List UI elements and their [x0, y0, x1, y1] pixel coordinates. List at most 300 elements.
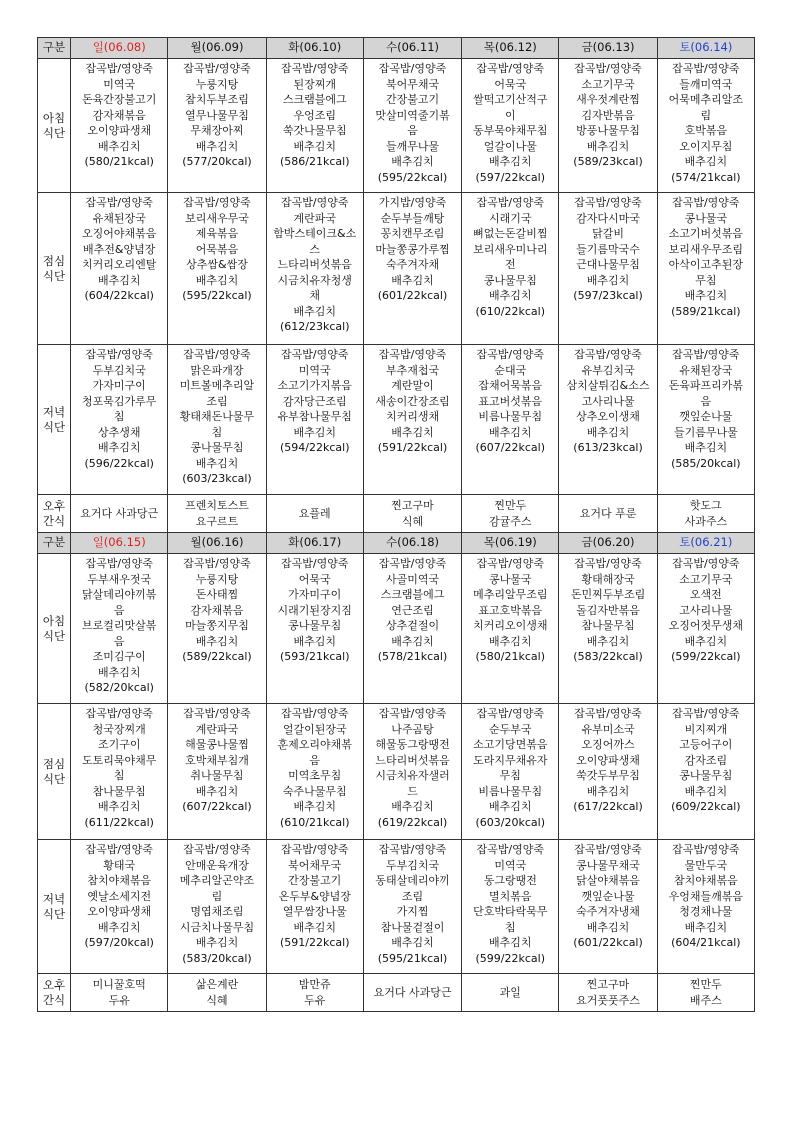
menu-item: 배추김치: [489, 155, 532, 168]
menu-item: 유채된장국: [92, 211, 146, 225]
week1-dinner-day-1: [168, 345, 266, 495]
menu-item: 무침: [695, 273, 717, 287]
menu-item: 배추김치: [684, 289, 728, 302]
menu-item: 두유: [108, 993, 130, 1007]
breakfast-label-cell: [38, 59, 71, 193]
menu-item: 배추김치: [684, 920, 728, 934]
menu-item: 잡곡밥/영양죽: [85, 196, 153, 209]
menu-item: (610/22kcal): [475, 304, 546, 318]
menu-item: 새송이간장조림: [375, 394, 450, 408]
menu-item: 오징어야채볶음: [82, 227, 157, 240]
menu-item: 음: [407, 124, 418, 137]
menu-item: 시래기된장지짐: [277, 603, 352, 617]
menu-item: 유부참나물무침: [277, 410, 352, 423]
menu-item: 오색전: [689, 588, 722, 601]
menu-item: 잡곡밥/영양죽: [281, 348, 349, 361]
menu-item: 제육볶음: [195, 227, 239, 240]
menu-item: 잡곡밥/영양죽: [672, 707, 740, 720]
menu-item: 시래기국: [489, 211, 532, 225]
dinner-label-cell: [38, 840, 71, 974]
menu-item: 보리새우미나리: [473, 242, 548, 256]
menu-item: 시금치유자샐러: [375, 769, 450, 782]
week1-day-0: 일(06.08): [71, 38, 168, 59]
menu-item: 잡곡밥/영양죽: [378, 707, 447, 720]
menu-item: 잡곡밥/영양죽: [574, 557, 642, 570]
week1-dinner-day-6: [657, 345, 754, 495]
menu-item: 두부김치국: [385, 858, 440, 872]
menu-item: 소고기버섯볶음: [668, 227, 744, 240]
menu-item: 침: [113, 769, 125, 782]
week2-breakfast-day-4: [462, 554, 559, 704]
lunch-label-cell: [38, 193, 71, 345]
menu-item: 이: [504, 108, 516, 122]
menu-item: 맑은파개장: [190, 363, 244, 377]
menu-item: 배추김치: [391, 936, 434, 949]
menu-item: 소고기가지볶음: [277, 379, 352, 392]
week1-dinner-day-3: [363, 345, 461, 495]
week2-snack-day-5: [559, 974, 657, 1012]
meal-label-line: 오후: [42, 977, 66, 992]
meal-label-line: 점심: [42, 756, 66, 771]
menu-item: 잡곡밥/영양죽: [85, 707, 153, 720]
week1-breakfast-day-4: [462, 59, 559, 193]
menu-item: 방풍나물무침: [576, 124, 640, 137]
week2-lunch-day-0: [71, 704, 168, 840]
menu-item: 어묵국: [494, 77, 527, 91]
week1-dinner-row: [38, 345, 755, 495]
menu-item: 삶은계란: [195, 978, 239, 991]
menu-item: 식혜: [401, 514, 424, 528]
menu-item: 찐고구마: [391, 499, 434, 512]
menu-item: 상추쌈&쌈장: [186, 258, 248, 271]
menu-item: 배추김치: [97, 800, 141, 813]
meal-label-line: 점심: [42, 253, 66, 268]
menu-item: 밤만쥬: [298, 978, 331, 991]
menu-item: 핫도그: [689, 499, 722, 512]
menu-item: 비지찌개: [684, 722, 728, 736]
menu-item: 배추김치: [195, 784, 239, 798]
menu-item: 멸치볶음: [489, 889, 532, 903]
menu-item: 사과주스: [684, 514, 728, 528]
menu-item: 림: [700, 108, 712, 122]
menu-item: 잡곡밥/영양죽: [574, 843, 642, 856]
menu-item: (611/22kcal): [84, 815, 154, 829]
menu-item: 메추리알무조림: [473, 588, 548, 601]
menu-item: 브로컬리맛살볶: [82, 619, 157, 632]
week1-breakfast-day-6: [657, 59, 754, 193]
menu-item: 참치야채볶음: [87, 874, 152, 887]
menu-item: 새우젓계란찜: [576, 93, 640, 106]
week2-snack-day-2: [266, 974, 363, 1012]
meal-label-line: 식단: [42, 268, 66, 283]
menu-item: 잡곡밥/영양죽: [672, 196, 740, 209]
menu-item: 콩나물국: [489, 572, 532, 586]
week1-breakfast-day-3: [363, 59, 461, 193]
meal-label-line: 식단: [42, 628, 66, 643]
menu-item: 잡곡밥/영양죽: [85, 557, 153, 570]
week2-day-4: 목(06.19): [462, 533, 559, 554]
menu-item: 물만두국: [684, 858, 728, 872]
menu-item: 미역국: [103, 77, 136, 91]
menu-item: 잡곡밥/영양죽: [281, 557, 349, 570]
menu-item: 순두부국: [489, 722, 532, 736]
menu-item: 어묵볶음: [195, 242, 239, 256]
menu-item: 황태채돈나물무: [179, 410, 255, 423]
week1-snack-row: [38, 495, 755, 533]
menu-item: 배추김치: [391, 155, 434, 168]
week2-breakfast-day-1: [168, 554, 266, 704]
menu-item: 프렌치토스트: [185, 499, 249, 512]
menu-item: 침: [211, 425, 223, 439]
menu-item: (604/22kcal): [84, 289, 154, 302]
snack-label-cell: [38, 974, 71, 1012]
menu-item: 배추전&양념장: [83, 242, 156, 256]
menu-item: 돈사태찜: [195, 588, 239, 601]
menu-item: 잡곡밥/영양죽: [85, 843, 153, 856]
menu-item: 들깨미역국: [679, 77, 733, 91]
menu-item: (607/22kcal): [182, 800, 252, 813]
menu-item: 잡곡밥/영양죽: [672, 557, 740, 570]
week1-lunch-day-3: [363, 193, 461, 345]
menu-item: 쌀떡고기산적구: [473, 93, 548, 106]
lunch-label-cell: [38, 704, 71, 840]
week1-snack-day-2: [266, 495, 363, 533]
menu-item: 두부새우젓국: [87, 572, 152, 586]
menu-item: 비름나물무침: [478, 410, 543, 423]
menu-item: (595/21kcal): [377, 951, 448, 965]
week1-snack-day-6: [657, 495, 754, 533]
header-label-cell: 구분: [38, 38, 71, 59]
menu-item: 조림: [401, 889, 424, 903]
menu-item: 배추김치: [97, 441, 141, 454]
menu-item: 숙주겨자채: [385, 258, 440, 271]
menu-item: 조기구이: [97, 738, 141, 751]
week1-day-4: 목(06.12): [462, 38, 559, 59]
header-label-cell: 구분: [38, 533, 71, 554]
menu-item: 된장찌개: [293, 77, 336, 91]
menu-item: 어묵국: [298, 572, 331, 586]
menu-item: 침: [504, 920, 516, 934]
menu-item: 얼갈이나물: [483, 139, 537, 153]
menu-item: 유채된장국: [679, 363, 733, 377]
menu-item: (591/22kcal): [377, 441, 448, 454]
menu-item: (585/20kcal): [671, 456, 741, 470]
week2-dinner-day-5: [559, 840, 657, 974]
menu-item: 배추김치: [489, 800, 532, 813]
menu-item: 잡곡밥/영양죽: [183, 196, 251, 209]
menu-item: 상추오이생채: [576, 410, 640, 423]
menu-item: 동부묵야채무침: [473, 124, 548, 137]
menu-item: 도토리묵야채무: [82, 753, 157, 767]
menu-item: 청국장찌개: [92, 722, 146, 736]
week2-snack-day-6: [657, 974, 754, 1012]
menu-item: 청포묵김가루무: [82, 394, 157, 408]
menu-item: 열무나물무침: [185, 108, 249, 122]
menu-item: 배추김치: [586, 784, 630, 798]
week2-snack-day-0: [71, 974, 168, 1012]
meal-label-line: 저녁: [42, 404, 66, 419]
menu-item: 호박볶음: [684, 124, 728, 137]
menu-item: 삼치살튀김&소스: [566, 379, 650, 392]
menu-item: (603/20kcal): [475, 815, 546, 829]
menu-item: 배추김치: [684, 441, 728, 454]
menu-item: 간장불고기: [288, 874, 342, 887]
menu-item: 돈민찌두부조림: [570, 588, 646, 601]
menu-item: 아삭이고추된장: [668, 258, 744, 271]
menu-item: 나주곰탕: [391, 722, 434, 736]
menu-item: 미역국: [494, 858, 527, 872]
menu-item: 배추김치: [293, 139, 336, 153]
menu-item: 부추재첩국: [385, 363, 440, 377]
week2-dinner-day-2: [266, 840, 363, 974]
menu-item: (619/22kcal): [377, 815, 448, 829]
menu-item: 잡곡밥/영양죽: [183, 62, 251, 75]
menu-item: 상추겉절이: [385, 619, 440, 632]
menu-item: 침: [113, 410, 125, 423]
menu-item: 고사리나물: [679, 603, 733, 617]
menu-item: 느타리버섯볶음: [375, 753, 450, 767]
menu-item: 쑥갓두부무침: [576, 769, 640, 782]
menu-item: 배추김치: [293, 920, 336, 934]
week2-snack-day-1: [168, 974, 266, 1012]
meal-plan-body: [38, 38, 755, 1012]
menu-item: (597/23kcal): [573, 289, 643, 302]
menu-item: 잡곡밥/영양죽: [476, 557, 544, 570]
menu-item: 미니꿀호떡: [92, 978, 146, 991]
menu-item: 청경채나물: [679, 905, 733, 918]
menu-item: 북어채무국: [288, 858, 342, 872]
menu-item: 배추김치: [97, 920, 141, 934]
menu-item: (617/22kcal): [573, 800, 643, 813]
menu-item: 과일: [499, 985, 521, 999]
menu-item: 고등어구이: [679, 738, 733, 751]
menu-item: 미역초무침: [288, 769, 342, 782]
week2-header-row: [38, 533, 755, 554]
menu-item: 안매운육개장: [185, 858, 249, 872]
menu-item: 오이양파생채: [87, 905, 152, 918]
menu-item: 음: [113, 634, 125, 648]
menu-item: 스: [309, 242, 321, 256]
menu-item: 숙주겨자냉채: [576, 905, 640, 918]
menu-item: (599/22kcal): [475, 951, 546, 965]
week2-dinner-day-6: [657, 840, 754, 974]
menu-item: 잡곡밥/영양죽: [672, 843, 740, 856]
menu-item: (582/20kcal): [84, 681, 154, 694]
menu-item: 배추김치: [391, 800, 434, 813]
menu-item: 림: [211, 889, 223, 903]
week2-dinner-day-1: [168, 840, 266, 974]
week1-breakfast-day-1: [168, 59, 266, 193]
menu-item: 뼈없는돈갈비찜: [473, 227, 548, 240]
menu-item: 표고버섯볶음: [478, 394, 543, 408]
menu-item: (609/22kcal): [671, 800, 741, 813]
menu-item: 닭갈비: [592, 227, 624, 240]
week1-day-1: 월(06.09): [168, 38, 266, 59]
week2-day-2: 화(06.17): [266, 533, 363, 554]
menu-item: 순대국: [494, 363, 527, 377]
menu-item: 배추김치: [586, 920, 630, 934]
menu-item: 메추리알곤약조: [179, 874, 255, 887]
menu-item: 소고기당면볶음: [473, 738, 548, 751]
menu-item: 들기름무나물: [673, 425, 738, 439]
week2-day-6: 토(06.21): [657, 533, 754, 554]
week1-lunch-day-0: [71, 193, 168, 345]
menu-item: 쑥갓나물무침: [282, 124, 347, 137]
menu-item: 채: [309, 289, 321, 302]
menu-item: 미역국: [298, 363, 331, 377]
meal-label-line: 간식: [42, 992, 66, 1007]
menu-item: 배추김치: [684, 155, 728, 168]
menu-item: 숙주나물무침: [282, 784, 347, 798]
menu-item: 미트볼메추리알: [179, 379, 255, 392]
menu-item: (577/20kcal): [182, 155, 252, 168]
menu-item: 오징어젓무생채: [668, 619, 744, 632]
week2-lunch-row: [38, 704, 755, 840]
menu-item: 가자미구이: [288, 588, 342, 601]
week2-day-5: 금(06.20): [559, 533, 657, 554]
menu-item: 무채장아찌: [190, 124, 244, 137]
menu-item: 잡곡밥/영양죽: [672, 62, 740, 75]
menu-item: 우엉채들깨볶음: [668, 889, 744, 903]
menu-item: 황태국: [103, 858, 136, 872]
menu-item: 잡곡밥/영양죽: [183, 843, 251, 856]
menu-item: 배추김치: [586, 634, 630, 648]
menu-item: 참치두부조림: [185, 93, 249, 106]
menu-item: 배추김치: [489, 289, 532, 302]
menu-item: 찐만두: [494, 499, 527, 512]
week1-snack-day-0: [71, 495, 168, 533]
menu-item: 꽁치캔무조림: [380, 227, 445, 240]
menu-item: 잡곡밥/영양죽: [281, 707, 349, 720]
menu-item: 들깨무나물: [385, 139, 440, 153]
menu-item: 옛날소세지전: [87, 889, 152, 903]
menu-item: 깻잎순나물: [581, 889, 635, 903]
menu-item: 배추김치: [97, 273, 141, 287]
meal-label-line: 간식: [42, 513, 66, 528]
menu-item: 감자채볶음: [92, 108, 146, 122]
week1-day-5: 금(06.13): [559, 38, 657, 59]
menu-item: 온두부&양념장: [278, 889, 351, 903]
menu-item: 들기름막국수: [576, 242, 640, 256]
menu-item: 전: [504, 258, 516, 271]
menu-item: 동그랑땡전: [483, 874, 537, 887]
menu-item: 잡곡밥/영양죽: [183, 707, 251, 720]
menu-item: 잡곡밥/영양죽: [476, 843, 544, 856]
menu-item: 치커리오리엔탈: [82, 258, 157, 271]
menu-item: 스크램블에그: [282, 93, 347, 106]
week1-snack-day-3: [363, 495, 461, 533]
menu-item: 마늘쫑콩가루찜: [375, 242, 450, 256]
week1-snack-day-4: [462, 495, 559, 533]
menu-item: 배추김치: [586, 139, 630, 153]
menu-item: 닭살데리야끼볶: [82, 588, 157, 601]
week2-lunch-day-4: [462, 704, 559, 840]
menu-item: 조미김구이: [92, 650, 146, 663]
menu-item: 두유: [304, 993, 326, 1007]
menu-item: 동태살데리야끼: [375, 874, 450, 887]
week2-breakfast-day-2: [266, 554, 363, 704]
menu-item: 배추김치: [489, 634, 532, 648]
week2-snack-day-3: [363, 974, 461, 1012]
menu-item: 콩나물국: [684, 211, 728, 225]
menu-item: 배추김치: [489, 425, 532, 439]
menu-item: 배추김치: [391, 273, 434, 287]
week1-lunch-row: [38, 193, 755, 345]
menu-item: 잡곡밥/영양죽: [476, 707, 544, 720]
menu-item: 보리새우무국: [185, 211, 249, 225]
menu-item: 참나물무침: [92, 784, 146, 798]
menu-item: 배추김치: [391, 425, 434, 439]
week1-breakfast-day-5: [559, 59, 657, 193]
menu-item: 가자미구이: [92, 379, 146, 392]
menu-item: 오징어까스: [581, 738, 635, 751]
menu-item: (597/22kcal): [475, 170, 546, 184]
menu-item: 잡곡밥/영양죽: [281, 196, 349, 209]
menu-item: 잡곡밥/영양죽: [281, 62, 349, 75]
menu-item: (596/22kcal): [84, 456, 154, 470]
week1-dinner-day-0: [71, 345, 168, 495]
menu-item: (593/21kcal): [279, 650, 350, 663]
week2-dinner-row: [38, 840, 755, 974]
menu-item: 잡곡밥/영양죽: [378, 348, 447, 361]
week1-lunch-day-4: [462, 193, 559, 345]
meal-label-line: 아침: [42, 110, 66, 125]
menu-item: 비름나물무침: [478, 784, 543, 798]
week2-snack-day-4: [462, 974, 559, 1012]
menu-item: 배추김치: [293, 634, 336, 648]
menu-item: 찐만두: [689, 978, 722, 991]
menu-item: 유부김치국: [581, 363, 635, 377]
menu-item: 누룽지탕: [195, 572, 239, 586]
dinner-label-cell: [38, 345, 71, 495]
menu-item: 열무쌈장나물: [282, 905, 347, 918]
meal-label-line: 식단: [42, 419, 66, 434]
menu-item: 잡곡밥/영양죽: [574, 707, 642, 720]
menu-item: 계란파국: [195, 722, 239, 736]
menu-item: 감자다시마국: [576, 211, 640, 225]
menu-item: (580/21kcal): [84, 155, 154, 168]
week2-lunch-day-6: [657, 704, 754, 840]
menu-item: 가지밥/영양죽: [378, 196, 447, 209]
menu-item: 잡곡밥/영양죽: [183, 557, 251, 570]
menu-item: 감자채볶음: [190, 603, 244, 617]
menu-item: (597/20kcal): [84, 936, 154, 949]
menu-item: 요플레: [298, 506, 331, 520]
week1-snack-day-5: [559, 495, 657, 533]
menu-item: (578/21kcal): [377, 650, 448, 663]
menu-item: 음: [309, 753, 321, 767]
menu-item: 누룽지탕: [195, 77, 239, 91]
week1-breakfast-row: [38, 59, 755, 193]
week1-dinner-day-5: [559, 345, 657, 495]
menu-item: 감귤주스: [489, 514, 532, 528]
week2-breakfast-day-5: [559, 554, 657, 704]
menu-item: 표고호박볶음: [478, 603, 543, 617]
meal-plan-table: [37, 37, 755, 1012]
menu-item: 단호박타락묵무: [473, 905, 548, 918]
menu-item: 취나물무침: [190, 769, 244, 782]
week2-day-0: 일(06.15): [71, 533, 168, 554]
menu-item: 잡곡밥/영양죽: [574, 196, 642, 209]
week1-breakfast-day-2: [266, 59, 363, 193]
menu-item: 참치야채볶음: [673, 874, 738, 887]
menu-item: 소고기무국: [581, 77, 635, 91]
menu-item: 잡곡밥/영양죽: [476, 62, 544, 75]
menu-item: 감자당근조림: [282, 394, 347, 408]
menu-item: (583/20kcal): [182, 951, 252, 965]
menu-item: (589/21kcal): [671, 304, 741, 318]
menu-item: 요거다 사과당근: [80, 506, 159, 520]
